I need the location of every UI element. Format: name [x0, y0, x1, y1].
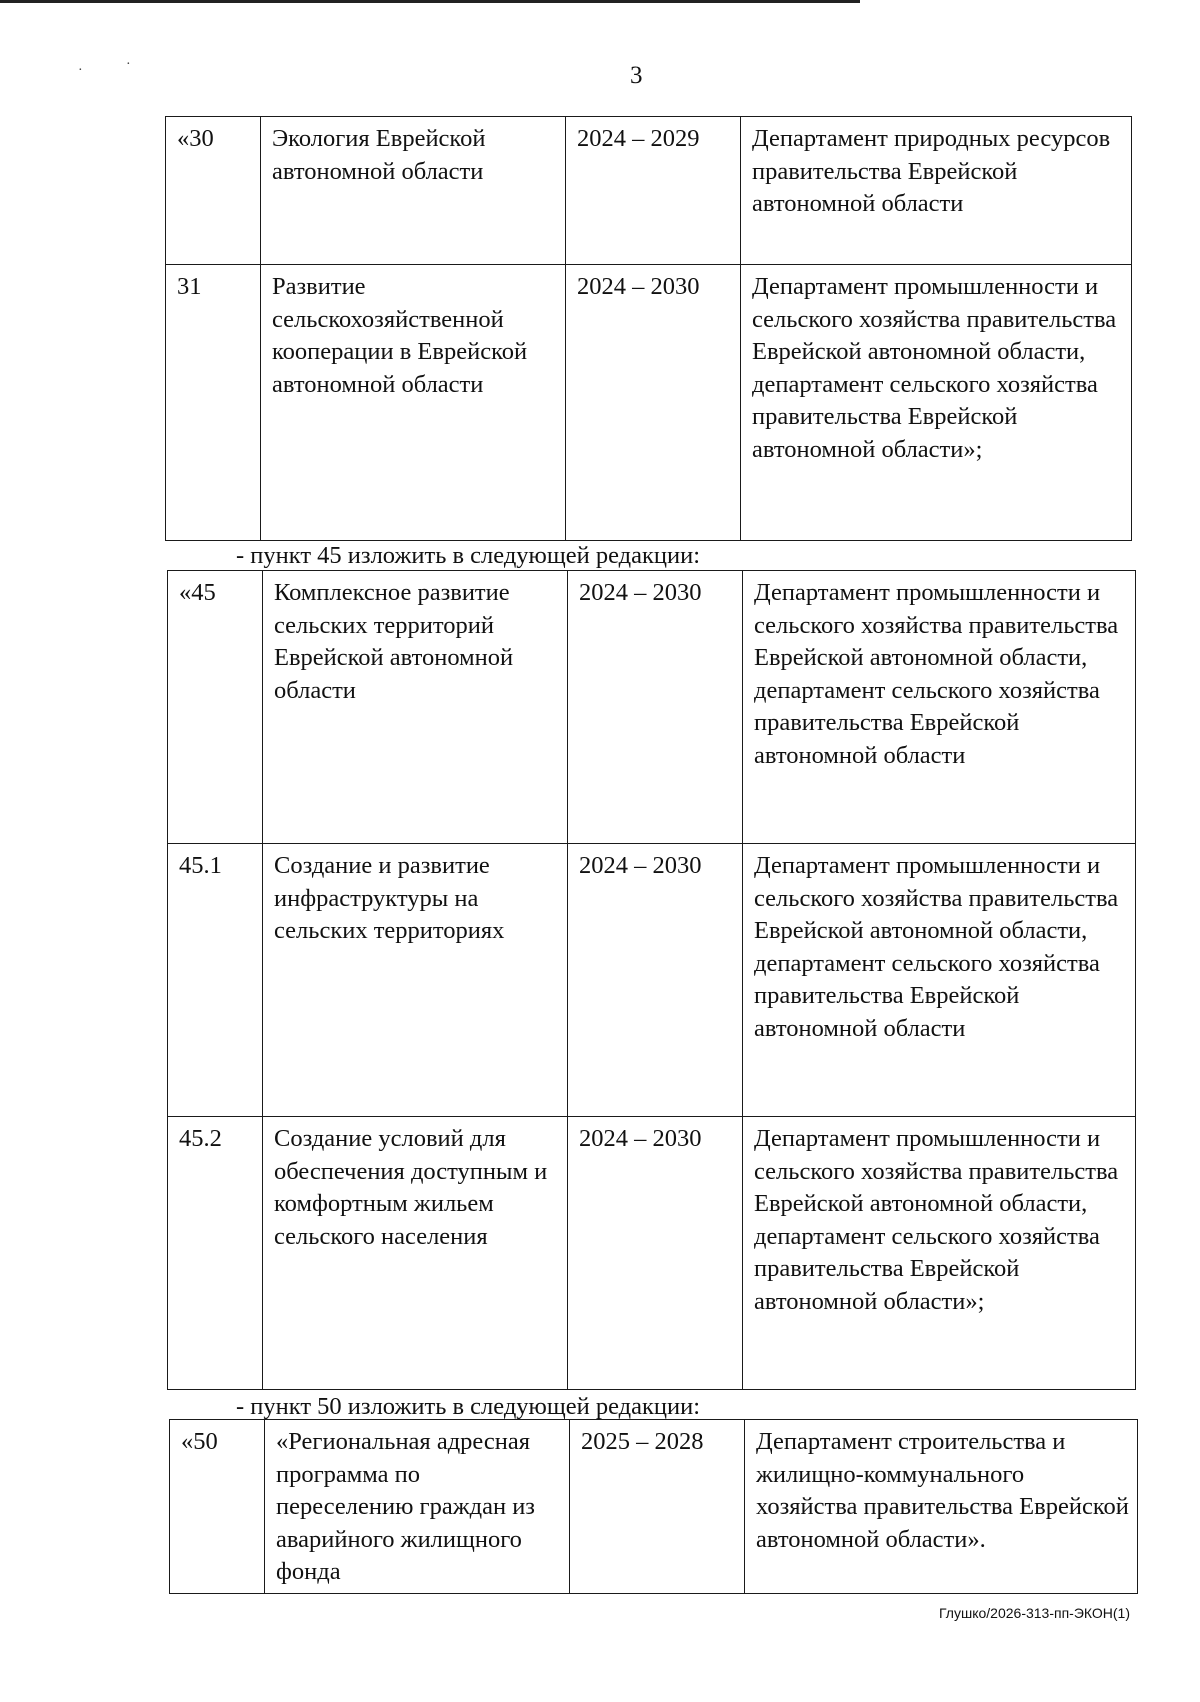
program-table-1: [165, 116, 1132, 541]
program-table-2: [167, 570, 1136, 1390]
row-number: «45: [168, 571, 263, 844]
table-row: [166, 117, 1132, 265]
amendment-instruction-45: - пункт 45 изложить в следующей редакции:: [236, 542, 701, 569]
program-name: «Региональная адресная программа по переселению граждан из аварийного жилищного фонда: [265, 1420, 570, 1594]
program-years: 2024 – 2030: [568, 571, 743, 844]
row-number: «50: [170, 1420, 265, 1594]
program-name: Развитие сельскохозяйственной кооперации в Еврейской автономной области: [261, 265, 566, 541]
program-executor: Департамент промышленности и сельского хозяйства правительства Еврейской автономной области, департамент сельского хозяйства правительства Еврейской автономной области»;: [743, 1117, 1136, 1390]
table-row: [168, 571, 1136, 844]
row-number: 31: [166, 265, 261, 541]
document-registration-code: Глушко/2026-313-пп-ЭКОН(1): [939, 1605, 1130, 1621]
program-years: 2025 – 2028: [570, 1420, 745, 1594]
program-name: Создание и развитие инфраструктуры на сельских территориях: [263, 844, 568, 1117]
program-name: Создание условий для обеспечения доступным и комфортным жильем сельского населения: [263, 1117, 568, 1390]
program-years: 2024 – 2030: [566, 265, 741, 541]
program-name: Экология Еврейской автономной области: [261, 117, 566, 265]
program-years: 2024 – 2030: [568, 1117, 743, 1390]
program-years: 2024 – 2029: [566, 117, 741, 265]
page-number: 3: [630, 62, 643, 89]
scan-speck: ·: [126, 57, 131, 72]
program-table-3: [169, 1419, 1138, 1594]
program-executor: Департамент строительства и жилищно-коммунального хозяйства правительства Еврейской автономной области».: [745, 1420, 1138, 1594]
program-executor: Департамент промышленности и сельского хозяйства правительства Еврейской автономной области, департамент сельского хозяйства правительства Еврейской автономной области: [743, 571, 1136, 844]
program-executor: Департамент промышленности и сельского хозяйства правительства Еврейской автономной области, департамент сельского хозяйства правительства Еврейской автономной области»;: [741, 265, 1132, 541]
program-executor: Департамент промышленности и сельского хозяйства правительства Еврейской автономной области, департамент сельского хозяйства правительства Еврейской автономной области: [743, 844, 1136, 1117]
table-row: [168, 1117, 1136, 1390]
table-row: [166, 265, 1132, 541]
program-years: 2024 – 2030: [568, 844, 743, 1117]
table-row: [170, 1420, 1138, 1594]
row-number: 45.2: [168, 1117, 263, 1390]
program-name: Комплексное развитие сельских территорий Еврейской автономной области: [263, 571, 568, 844]
program-executor: Департамент природных ресурсов правительства Еврейской автономной области: [741, 117, 1132, 265]
scan-speck: ·: [78, 63, 83, 78]
amendment-instruction-50: - пункт 50 изложить в следующей редакции:: [236, 1393, 701, 1420]
top-border-line: [0, 0, 860, 3]
row-number: 45.1: [168, 844, 263, 1117]
table-row: [168, 844, 1136, 1117]
row-number: «30: [166, 117, 261, 265]
